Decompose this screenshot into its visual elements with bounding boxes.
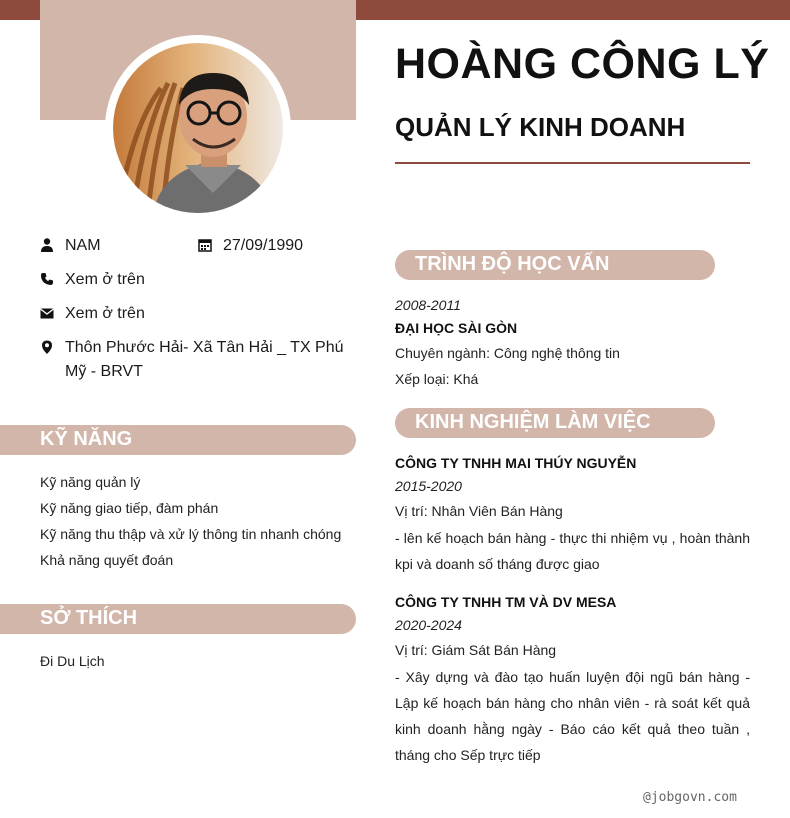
hobbies-section-header — [0, 604, 356, 634]
candidate-name: HOÀNG CÔNG LÝ — [395, 40, 770, 88]
job-period: 2020-2024 — [395, 617, 462, 633]
education-grade: Xếp loại: Khá — [395, 371, 479, 387]
education-section-header — [395, 250, 715, 280]
gender-row — [40, 234, 190, 258]
birthday-row — [198, 234, 348, 258]
skill-item: Kỹ năng giao tiếp, đàm phán — [40, 500, 219, 516]
email-value: Xem ở trên — [65, 305, 145, 322]
mail-icon — [40, 306, 54, 320]
education-school: ĐẠI HỌC SÀI GÒN — [395, 320, 518, 336]
person-icon — [40, 238, 54, 252]
avatar — [105, 35, 291, 221]
job-period: 2015-2020 — [395, 478, 462, 494]
phone-icon — [40, 272, 54, 286]
job-position: Vị trí: Giám Sát Bán Hàng — [395, 642, 557, 658]
candidate-role: QUẢN LÝ KINH DOANH — [395, 112, 686, 142]
skill-item: Kỹ năng thu thập và xử lý thông tin nhanh chóng — [40, 526, 342, 542]
email-row — [40, 302, 340, 326]
address-row — [40, 336, 356, 384]
skills-heading: KỸ NĂNG — [40, 428, 133, 450]
skill-item: Khả năng quyết đoán — [40, 552, 174, 568]
education-major: Chuyên ngành: Công nghệ thông tin — [395, 345, 620, 361]
skill-item: Kỹ năng quản lý — [40, 474, 141, 490]
address-value: Thôn Phước Hải- Xã Tân Hải _ TX Phú Mỹ - BRVT — [65, 339, 344, 380]
title-divider — [395, 162, 750, 164]
profile-photo — [113, 43, 283, 213]
education-period: 2008-2011 — [395, 297, 461, 313]
hobbies-heading: SỞ THÍCH — [40, 607, 138, 629]
phone-row — [40, 268, 340, 292]
skills-section-header — [0, 425, 356, 455]
phone-value: Xem ở trên — [65, 271, 145, 288]
job-description: - Xây dựng và đào tạo huấn luyện đội ngũ bán hàng - Lập kế hoạch bán hàng cho nhân viên - rà soát kết quả kinh doanh hằng ngày - Báo cáo kết quả theo tuần , tháng cho Sếp trực tiếp — [395, 669, 750, 763]
map-pin-icon — [40, 340, 54, 354]
hobby-item: Đi Du Lịch — [40, 653, 105, 669]
calendar-icon — [198, 238, 212, 252]
job-company: CÔNG TY TNHH TM VÀ DV MESA — [395, 594, 617, 610]
experience-section-header — [395, 408, 715, 438]
birthday-value: 27/09/1990 — [223, 237, 304, 254]
education-heading: TRÌNH ĐỘ HỌC VẤN — [415, 253, 610, 275]
job-description: - lên kế hoạch bán hàng - thực thi nhiệm vụ , hoàn thành kpi và doanh số tháng được giao — [395, 530, 750, 572]
job-position: Vị trí: Nhân Viên Bán Hàng — [395, 503, 563, 519]
job-company: CÔNG TY TNHH MAI THÚY NGUYỄN — [395, 455, 637, 471]
gender-value: NAM — [65, 237, 101, 254]
watermark: @jobgovn.com — [643, 790, 737, 805]
experience-heading: KINH NGHIỆM LÀM VIỆC — [415, 411, 651, 433]
